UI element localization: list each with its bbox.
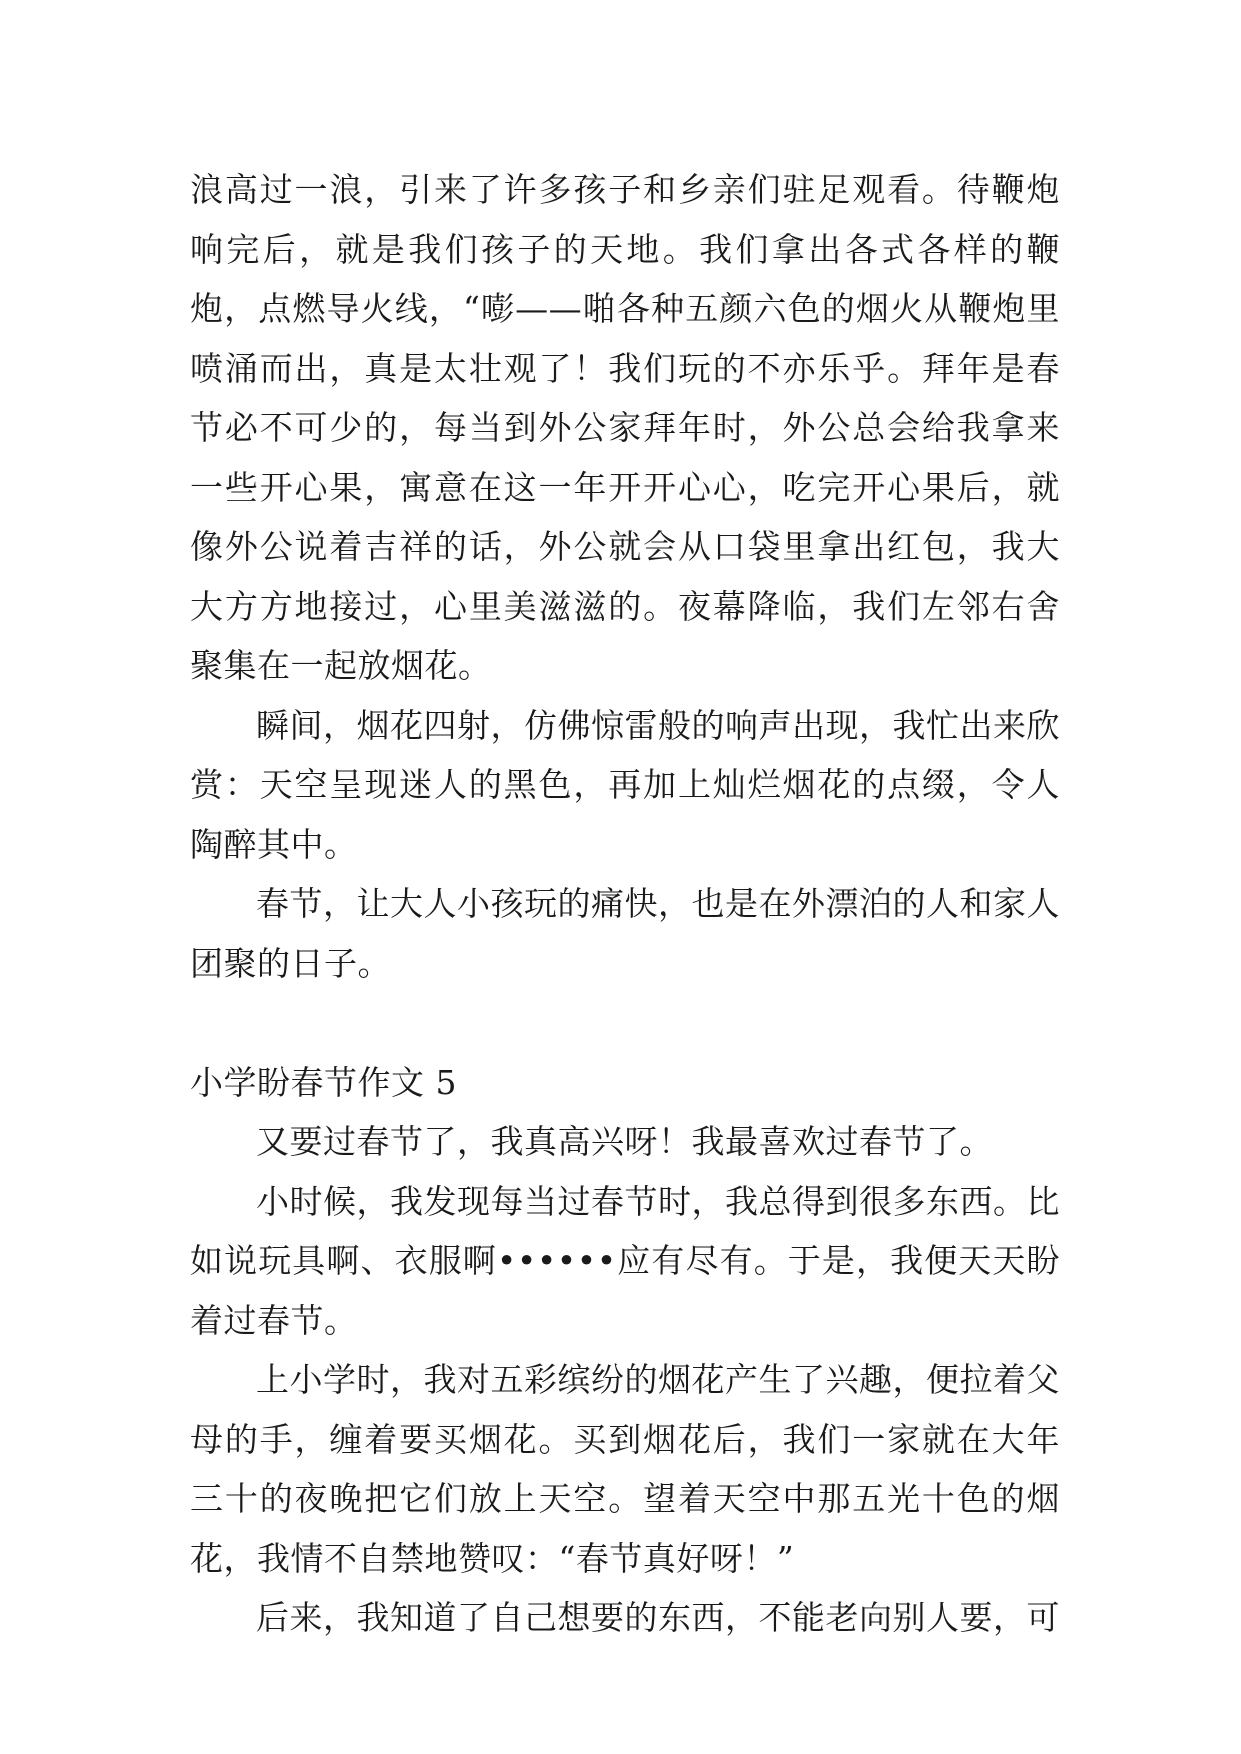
paragraph: 后来，我知道了自己想要的东西，不能老向别人要，可: [256, 1598, 1060, 1637]
document-body: [190, 160, 1060, 1648]
paragraph: 春节，让大人小孩玩的痛快，也是在外漂泊的人和家人团聚的日子。: [190, 884, 1060, 983]
paragraph: 小时候，我发现每当过春节时，我总得到很多东西。比如说玩具啊、衣服啊••••••应有尽有。于是，我便天天盼着过春节。: [190, 1181, 1060, 1340]
paragraph: 上小学时，我对五彩缤纷的烟花产生了兴趣，便拉着父母的手，缠着要买烟花。买到烟花后，我们一家就在大年三十的夜晚把它们放上天空。望着天空中那五光十色的烟花，我情不自禁地赞叹：“春节真好呀！”: [190, 1360, 1060, 1578]
paragraph-continued: 浪高过一浪，引来了许多孩子和乡亲们驻足观看。待鞭炮响完后，就是我们孩子的天地。我们拿出各式各样的鞭炮，点燃导火线，“嘭——啪各种五颜六色的烟火从鞭炮里喷涌而出，真是太壮观了！我们玩的不亦乐乎。拜年是春节必不可少的，每当到外公家拜年时，外公总会给我拿来一些开心果，寓意在这一年开开心心，吃完开心果后，就像外公说着吉祥的话，外公就会从口袋里拿出红包，我大大方方地接过，心里美滋滋的。夜幕降临，我们左邻右舍聚集在一起放烟花。: [190, 170, 1060, 685]
paragraph: 瞬间，烟花四射，仿佛惊雷般的响声出现，我忙出来欣赏：天空呈现迷人的黑色，再加上灿烂烟花的点缀，令人陶醉其中。: [190, 705, 1060, 864]
section-title: 小学盼春节作文 5: [190, 1062, 457, 1102]
paragraph: 又要过春节了，我真高兴呀！我最喜欢过春节了。: [256, 1122, 993, 1161]
section-spacer: [190, 993, 1060, 1053]
